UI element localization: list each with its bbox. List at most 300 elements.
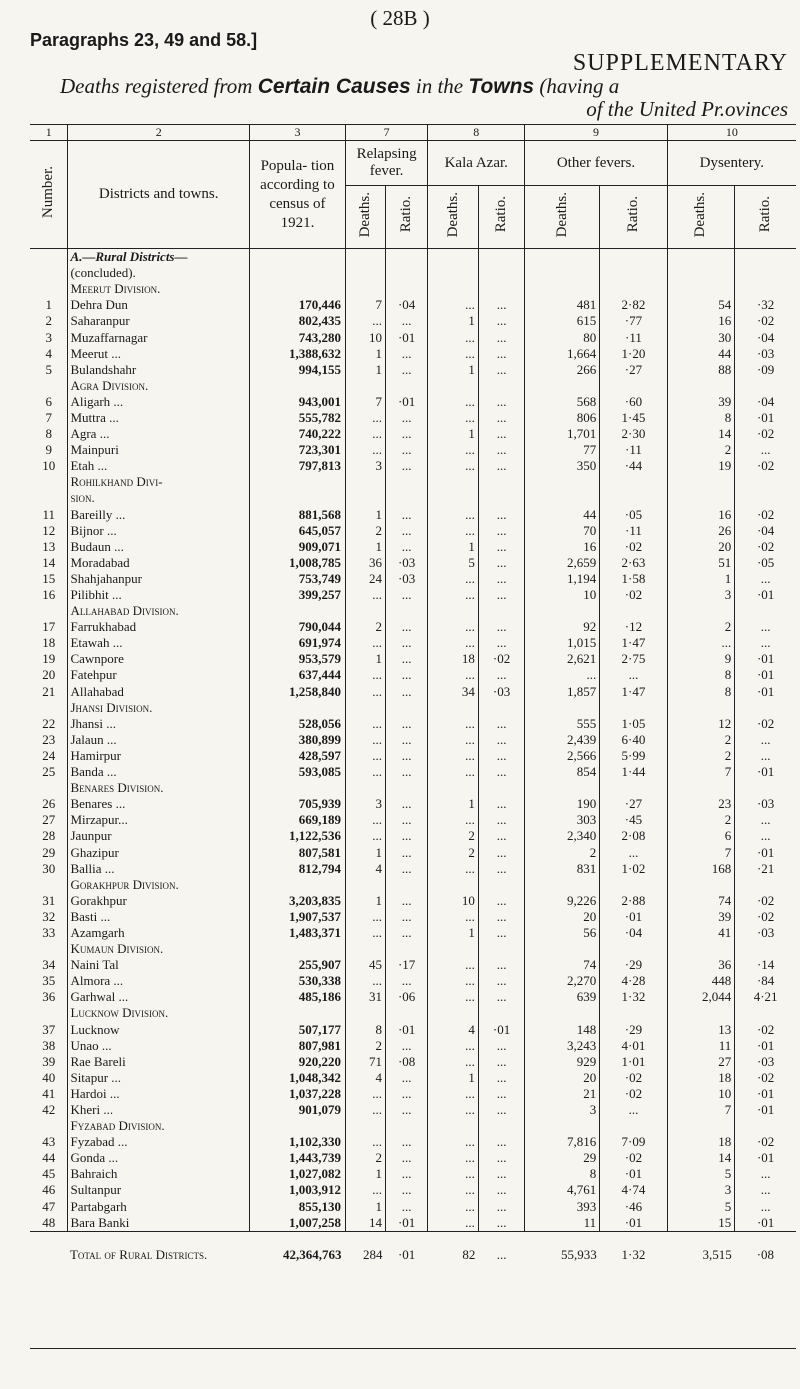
kala-azar-deaths: 1	[428, 313, 479, 329]
kala-azar-deaths: ...	[428, 587, 479, 603]
relapsing-ratio: ·03	[386, 571, 428, 587]
dysentery-deaths: 8	[667, 410, 735, 426]
title-part-1: Deaths registered from	[60, 74, 253, 98]
other-fevers-ratio: ·02	[600, 539, 668, 555]
dysentery-ratio: ...	[735, 619, 796, 635]
kala-azar-deaths: ...	[428, 442, 479, 458]
table-row	[30, 329, 796, 345]
other-fevers-ratio: 4·28	[600, 973, 668, 989]
other-fevers-ratio: ·02	[600, 1070, 668, 1086]
relapsing-ratio: ...	[386, 523, 428, 539]
population: 953,579	[249, 651, 345, 667]
table-row	[30, 716, 796, 732]
title-part-3: (having a	[539, 74, 620, 98]
dysentery-ratio: ...	[735, 748, 796, 764]
dysentery-ratio: ·02	[735, 539, 796, 555]
district-name: Pilibhit ...	[68, 587, 249, 603]
row-number: 40	[42, 1069, 56, 1085]
dysentery-ratio: ·09	[735, 362, 796, 378]
district-name: Farrukhabad	[68, 619, 249, 635]
population: 1,027,082	[249, 1166, 345, 1182]
other-fevers-deaths: 2	[525, 844, 600, 860]
relapsing-deaths: 45	[345, 957, 385, 973]
kala-azar-ratio: ...	[478, 844, 524, 860]
population: 753,749	[249, 571, 345, 587]
kala-azar-deaths: ...	[428, 346, 479, 362]
relapsing-ratio: ...	[386, 619, 428, 635]
row-number: 7	[45, 409, 52, 425]
dysentery-deaths: 2	[667, 619, 735, 635]
population: 1,388,632	[249, 346, 345, 362]
district-name: Hamirpur	[68, 748, 249, 764]
table-row	[30, 844, 796, 860]
colnum-3: 3	[249, 125, 345, 141]
other-fevers-ratio: ·01	[600, 1215, 668, 1232]
relapsing-ratio: ...	[386, 925, 428, 941]
kala-azar-ratio: ...	[478, 1038, 524, 1054]
other-fevers-ratio: 4·01	[600, 1038, 668, 1054]
kala-azar-ratio: ...	[478, 909, 524, 925]
table-body	[30, 249, 796, 1232]
page-number: ( 28B )	[370, 6, 430, 30]
row-number: 22	[42, 715, 56, 731]
dysentery-ratio: ·01	[735, 764, 796, 780]
row-number: 28	[42, 828, 56, 844]
table-title	[60, 74, 619, 99]
kala-azar-deaths: 2	[428, 844, 479, 860]
dysentery-deaths: 14	[667, 1150, 735, 1166]
other-fevers-deaths: 29	[525, 1150, 600, 1166]
other-fevers-deaths: 1,194	[525, 571, 600, 587]
relapsing-ratio: ...	[386, 812, 428, 828]
other-fevers-ratio: ·11	[600, 329, 668, 345]
population: 1,907,537	[249, 909, 345, 925]
population: 943,001	[249, 394, 345, 410]
dysentery-deaths: 16	[667, 507, 735, 523]
relapsing-deaths: 2	[345, 619, 385, 635]
table-row	[30, 619, 796, 635]
kala-azar-deaths: ...	[428, 394, 479, 410]
table-row	[30, 539, 796, 555]
population: 3,203,835	[249, 893, 345, 909]
dysentery-ratio: ·01	[735, 844, 796, 860]
dysentery-ratio: ...	[735, 442, 796, 458]
other-fevers-deaths: ...	[525, 667, 600, 683]
relapsing-deaths: ...	[345, 716, 385, 732]
relapsing-ratio: ·01	[386, 394, 428, 410]
dysentery-ratio: ...	[735, 1182, 796, 1198]
other-fevers-deaths: 3	[525, 1102, 600, 1118]
kala-azar-deaths: ...	[428, 1150, 479, 1166]
district-name: Fatehpur	[68, 667, 249, 683]
population: 881,568	[249, 507, 345, 523]
row-number: 34	[42, 957, 56, 973]
relapsing-ratio: ...	[386, 973, 428, 989]
relapsing-deaths: 7	[345, 394, 385, 410]
row-number: 38	[42, 1037, 56, 1053]
kala-azar-ratio: ...	[478, 394, 524, 410]
colnum-8: 8	[428, 125, 525, 141]
row-number: 32	[42, 908, 56, 924]
relapsing-deaths: 1	[345, 346, 385, 362]
kala-azar-ratio: ...	[478, 362, 524, 378]
colnum-10: 10	[667, 125, 796, 141]
relapsing-deaths: ...	[345, 1182, 385, 1198]
dysentery-deaths: 10	[667, 1086, 735, 1102]
kala-azar-deaths: ...	[428, 1199, 479, 1215]
relapsing-ratio: ·01	[386, 1022, 428, 1038]
relapsing-ratio: ...	[386, 861, 428, 877]
district-name: Mirzapur...	[68, 812, 249, 828]
dysentery-ratio: ·01	[735, 1215, 796, 1232]
dysentery-ratio: ·01	[735, 1102, 796, 1118]
relapsing-ratio: ...	[386, 1070, 428, 1086]
table-row	[30, 909, 796, 925]
district-name: Meerut ...	[68, 346, 249, 362]
title-part-2: in the	[415, 74, 464, 98]
relapsing-deaths: ...	[345, 313, 385, 329]
row-number: 20	[42, 667, 56, 683]
other-fevers-deaths: 1,664	[525, 346, 600, 362]
row-number: 15	[42, 570, 56, 586]
dysentery-deaths: 2	[667, 442, 735, 458]
other-fevers-ratio: 2·88	[600, 893, 668, 909]
table-row	[30, 394, 796, 410]
other-fevers-ratio: ·45	[600, 812, 668, 828]
population: 790,044	[249, 619, 345, 635]
kala-azar-deaths: 5	[428, 555, 479, 571]
other-fevers-ratio: ·77	[600, 313, 668, 329]
table-row	[30, 1182, 796, 1198]
other-fevers-deaths: 3,243	[525, 1038, 600, 1054]
row-number: 1	[45, 297, 52, 313]
other-fevers-deaths: 9,226	[525, 893, 600, 909]
kala-azar-ratio: ...	[478, 1215, 524, 1232]
relapsing-deaths: 24	[345, 571, 385, 587]
other-fevers-ratio: ...	[600, 1102, 668, 1118]
other-fevers-deaths: 350	[525, 458, 600, 474]
relapsing-deaths: 14	[345, 1215, 385, 1232]
total-kala-deaths: 82	[428, 1231, 479, 1272]
row-number: 11	[42, 506, 55, 522]
relapsing-deaths: 1	[345, 1166, 385, 1182]
kala-azar-deaths: ...	[428, 812, 479, 828]
kala-azar-ratio: ...	[478, 989, 524, 1005]
other-deaths-header: Deaths.	[525, 186, 600, 249]
other-fevers-ratio: 1·47	[600, 635, 668, 651]
relapsing-ratio: ...	[386, 909, 428, 925]
population: 399,257	[249, 587, 345, 603]
other-fevers-deaths: 2,659	[525, 555, 600, 571]
kala-azar-deaths: ...	[428, 1215, 479, 1232]
kala-azar-deaths: ...	[428, 1182, 479, 1198]
relapsing-ratio: ...	[386, 684, 428, 700]
relapsing-ratio: ·01	[386, 329, 428, 345]
kala-azar-ratio: ·03	[478, 684, 524, 700]
other-fevers-deaths: 2,439	[525, 732, 600, 748]
table-row	[30, 442, 796, 458]
table-row	[30, 1134, 796, 1150]
kala-azar-deaths: ...	[428, 1038, 479, 1054]
relapsing-deaths: 1	[345, 362, 385, 378]
dysentery-deaths: 168	[667, 861, 735, 877]
district-name: Hardoi ...	[68, 1086, 249, 1102]
kala-azar-ratio: ...	[478, 667, 524, 683]
dysentery-ratio: ...	[735, 1166, 796, 1182]
other-fevers-deaths: 8	[525, 1166, 600, 1182]
table-row	[30, 426, 796, 442]
dysentery-ratio: ·02	[735, 893, 796, 909]
kala-azar-ratio: ...	[478, 458, 524, 474]
kala-azar-ratio: ...	[478, 861, 524, 877]
kala-azar-ratio: ...	[478, 1070, 524, 1086]
division-title: Benares Division.	[68, 780, 249, 796]
dysentery-ratio: ...	[735, 635, 796, 651]
dysentery-deaths: 2	[667, 732, 735, 748]
dysentery-deaths: 5	[667, 1199, 735, 1215]
district-name: Etah ...	[68, 458, 249, 474]
division-title: Allahabad Division.	[68, 603, 249, 619]
population: 428,597	[249, 748, 345, 764]
other-fevers-ratio: 6·40	[600, 732, 668, 748]
bottom-rule	[30, 1348, 796, 1349]
table-row	[30, 346, 796, 362]
dysentery-ratio: ·84	[735, 973, 796, 989]
relapsing-ratio: ·04	[386, 297, 428, 313]
row-number: 12	[42, 522, 56, 538]
kala-azar-deaths: ...	[428, 957, 479, 973]
other-fevers-deaths: 639	[525, 989, 600, 1005]
relapsing-ratio: ...	[386, 844, 428, 860]
relapsing-ratio: ...	[386, 651, 428, 667]
dysentery-ratio: 4·21	[735, 989, 796, 1005]
relapsing-deaths: 36	[345, 555, 385, 571]
relapsing-deaths: ...	[345, 667, 385, 683]
row-number: 43	[42, 1134, 56, 1150]
kala-azar-deaths: ...	[428, 458, 479, 474]
table-row	[30, 925, 796, 941]
district-name: Dehra Dun	[68, 297, 249, 313]
relapsing-deaths: 1	[345, 651, 385, 667]
relapsing-ratio: ...	[386, 1199, 428, 1215]
other-fevers-ratio: 1·47	[600, 684, 668, 700]
relapsing-ratio: ...	[386, 1182, 428, 1198]
dysentery-header: Dysentery.	[667, 141, 796, 186]
other-fevers-deaths: 74	[525, 957, 600, 973]
district-name: Almora ...	[68, 973, 249, 989]
division-row	[30, 490, 796, 506]
relapsing-ratio: ...	[386, 313, 428, 329]
dysentery-deaths: 39	[667, 394, 735, 410]
population: 920,220	[249, 1054, 345, 1070]
population: 555,782	[249, 410, 345, 426]
other-fevers-deaths: 92	[525, 619, 600, 635]
other-fevers-deaths: 70	[525, 523, 600, 539]
relapsing-deaths: 31	[345, 989, 385, 1005]
dysentery-ratio: ·01	[735, 1086, 796, 1102]
header-row-1	[30, 141, 796, 186]
district-name: Bijnor ...	[68, 523, 249, 539]
relapsing-deaths: 2	[345, 523, 385, 539]
district-name: Rae Bareli	[68, 1054, 249, 1070]
population: 530,338	[249, 973, 345, 989]
relapsing-deaths: 8	[345, 1022, 385, 1038]
table-row	[30, 796, 796, 812]
kala-azar-deaths: 1	[428, 1070, 479, 1086]
relapsing-ratio: ...	[386, 1166, 428, 1182]
table-row	[30, 313, 796, 329]
supplementary-heading: SUPPLEMENTARY	[572, 50, 788, 76]
relapsing-ratio: ...	[386, 1102, 428, 1118]
dysentery-deaths: 14	[667, 426, 735, 442]
dysentery-deaths: 2	[667, 812, 735, 828]
kala-azar-ratio: ·01	[478, 1022, 524, 1038]
kala-azar-deaths: ...	[428, 507, 479, 523]
table-row	[30, 297, 796, 313]
row-number: 35	[42, 973, 56, 989]
other-fevers-ratio: ·46	[600, 1199, 668, 1215]
relapsing-ratio-header: Ratio.	[386, 186, 428, 249]
dysentery-deaths: 11	[667, 1038, 735, 1054]
other-fevers-deaths: 303	[525, 812, 600, 828]
dysentery-deaths: 13	[667, 1022, 735, 1038]
other-fevers-deaths: 929	[525, 1054, 600, 1070]
other-fevers-ratio: ·29	[600, 957, 668, 973]
other-fevers-ratio: ·05	[600, 507, 668, 523]
kala-azar-ratio: ...	[478, 732, 524, 748]
kala-azar-deaths: ...	[428, 410, 479, 426]
population: 1,008,785	[249, 555, 345, 571]
other-fevers-ratio: 1·05	[600, 716, 668, 732]
other-fevers-deaths: 806	[525, 410, 600, 426]
table-row	[30, 523, 796, 539]
relapsing-deaths: ...	[345, 684, 385, 700]
total-dysentery-ratio: ·08	[735, 1231, 796, 1272]
relapsing-deaths: 1	[345, 507, 385, 523]
kala-azar-ratio: ...	[478, 957, 524, 973]
kala-azar-deaths: 1	[428, 362, 479, 378]
kala-azar-deaths: ...	[428, 1102, 479, 1118]
table-row	[30, 458, 796, 474]
dysentery-ratio: ·02	[735, 909, 796, 925]
kala-azar-ratio: ·02	[478, 651, 524, 667]
dysentery-ratio: ...	[735, 812, 796, 828]
other-fevers-ratio: 1·44	[600, 764, 668, 780]
dysentery-ratio: ·04	[735, 329, 796, 345]
row-number: 10	[42, 458, 56, 474]
kala-azar-deaths: ...	[428, 764, 479, 780]
division-title: Kumaun Division.	[68, 941, 249, 957]
table-row	[30, 667, 796, 683]
row-number: 16	[42, 587, 56, 603]
dysentery-deaths: 88	[667, 362, 735, 378]
population: 1,007,258	[249, 1215, 345, 1232]
row-number: 13	[42, 538, 56, 554]
kala-azar-deaths: ...	[428, 297, 479, 313]
row-number: 29	[42, 844, 56, 860]
table-row	[30, 1166, 796, 1182]
district-name: Jhansi ...	[68, 716, 249, 732]
table-row	[30, 362, 796, 378]
kala-azar-deaths: 1	[428, 426, 479, 442]
other-fevers-ratio: ·44	[600, 458, 668, 474]
other-fevers-deaths: 831	[525, 861, 600, 877]
kala-azar-ratio: ...	[478, 313, 524, 329]
other-fevers-deaths: 4,761	[525, 1182, 600, 1198]
district-name: Azamgarh	[68, 925, 249, 941]
dysentery-ratio: ·03	[735, 1054, 796, 1070]
kala-azar-deaths: ...	[428, 1166, 479, 1182]
district-name: Budaun ...	[68, 539, 249, 555]
dysentery-ratio: ·02	[735, 507, 796, 523]
relapsing-ratio: ...	[386, 635, 428, 651]
table-row	[30, 587, 796, 603]
other-fevers-ratio: ·02	[600, 1150, 668, 1166]
dysentery-deaths: 51	[667, 555, 735, 571]
title-bold-1: Certain Causes	[257, 75, 411, 98]
relapsing-deaths: ...	[345, 925, 385, 941]
total-row	[30, 1231, 796, 1272]
kala-azar-ratio: ...	[478, 1166, 524, 1182]
other-fevers-ratio: ·04	[600, 925, 668, 941]
other-fevers-deaths: 21	[525, 1086, 600, 1102]
table-row	[30, 684, 796, 700]
population: 994,155	[249, 362, 345, 378]
dysentery-ratio: ·01	[735, 667, 796, 683]
kala-azar-ratio: ...	[478, 1150, 524, 1166]
relapsing-deaths: 4	[345, 861, 385, 877]
dysentery-ratio: ...	[735, 571, 796, 587]
other-fevers-ratio: ·11	[600, 523, 668, 539]
kala-azar-deaths: ...	[428, 619, 479, 635]
population: 1,048,342	[249, 1070, 345, 1086]
total-kala-ratio: ...	[478, 1231, 524, 1272]
kala-azar-ratio: ...	[478, 1199, 524, 1215]
kala-azar-deaths: ...	[428, 1086, 479, 1102]
row-number: 26	[42, 796, 56, 812]
division-title: Rohilkhand Divi-	[68, 474, 249, 490]
relapsing-ratio: ·01	[386, 1215, 428, 1232]
other-fevers-ratio: 1·01	[600, 1054, 668, 1070]
population: 691,974	[249, 635, 345, 651]
title-bold-2: Towns	[468, 75, 535, 98]
row-number: 9	[45, 442, 52, 458]
kala-azar-ratio: ...	[478, 1086, 524, 1102]
row-number: 4	[45, 345, 52, 361]
other-fevers-deaths: 568	[525, 394, 600, 410]
dysentery-deaths: 74	[667, 893, 735, 909]
other-fevers-ratio: ·27	[600, 362, 668, 378]
other-ratio-header: Ratio.	[600, 186, 668, 249]
population: 255,907	[249, 957, 345, 973]
district-name: Shahjahanpur	[68, 571, 249, 587]
kala-azar-deaths: ...	[428, 329, 479, 345]
other-fevers-deaths: 20	[525, 1070, 600, 1086]
population: 528,056	[249, 716, 345, 732]
population: 797,813	[249, 458, 345, 474]
table-row	[30, 1086, 796, 1102]
other-fevers-ratio: ·02	[600, 1086, 668, 1102]
dysentery-deaths: ...	[667, 635, 735, 651]
other-fevers-ratio: ...	[600, 667, 668, 683]
dysentery-ratio: ·04	[735, 394, 796, 410]
row-number: 2	[45, 313, 52, 329]
division-title: Gorakhpur Division.	[68, 877, 249, 893]
kala-azar-deaths: ...	[428, 748, 479, 764]
table-row	[30, 1150, 796, 1166]
other-fevers-ratio: ·27	[600, 796, 668, 812]
paragraphs-reference: Paragraphs 23, 49 and 58.]	[30, 30, 258, 50]
